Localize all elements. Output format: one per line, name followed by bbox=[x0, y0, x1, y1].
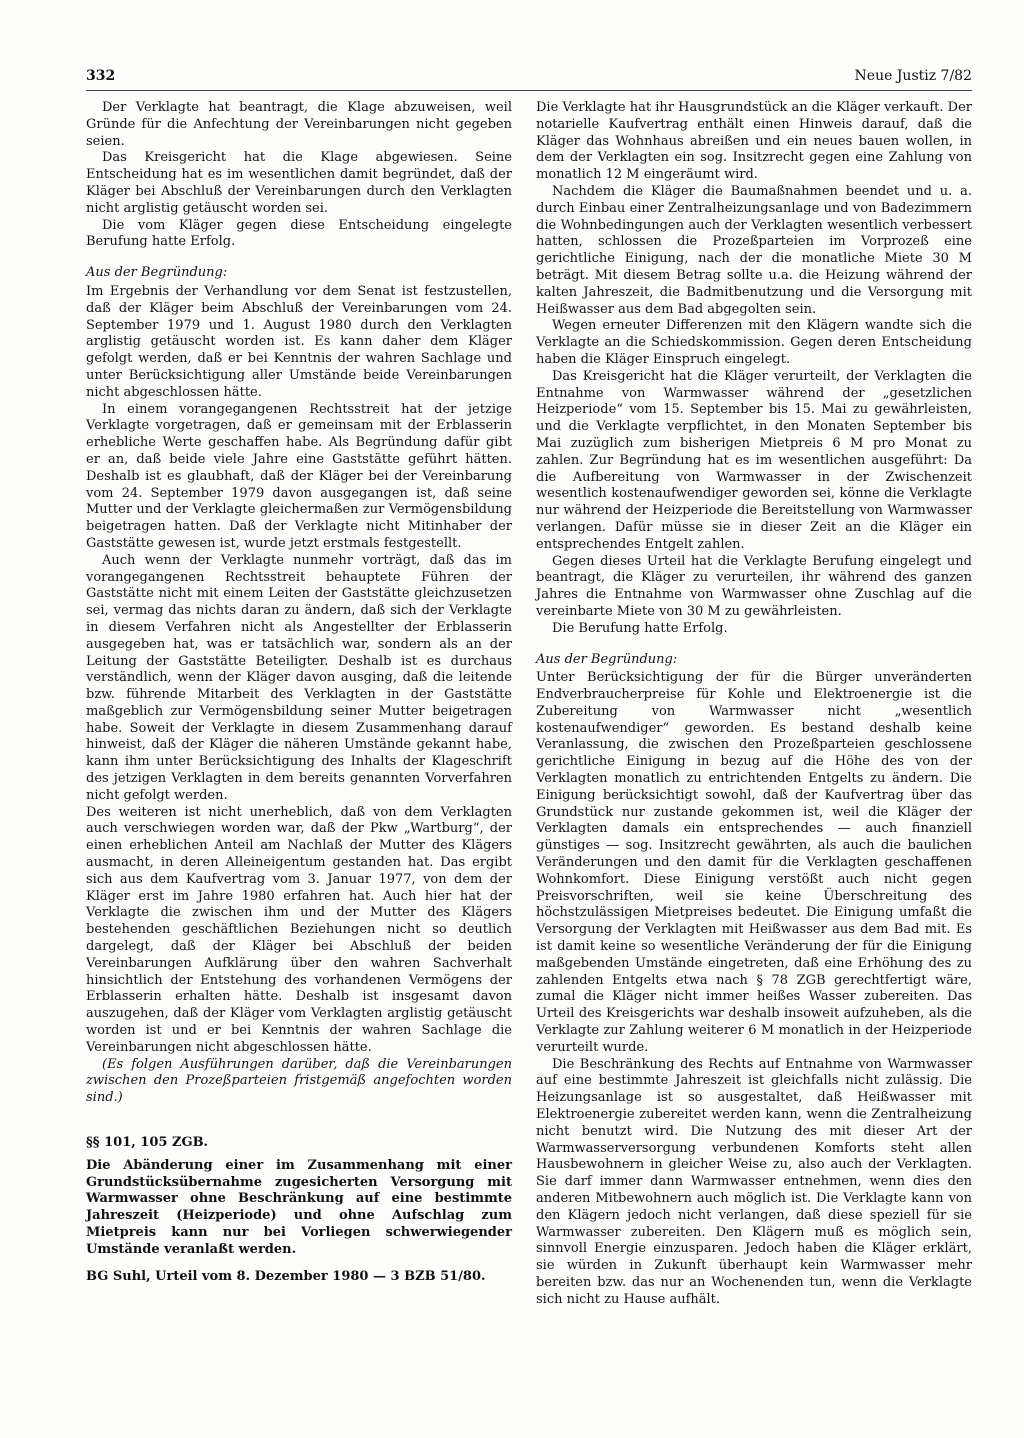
left-paragraph-8: (Es folgen Ausführungen darüber, daß die Vereinbarungen zwischen den Prozeßparteien fristgemäß angefochten worden sind.) bbox=[86, 1056, 512, 1106]
right-paragraph-8: Die Beschränkung des Rechts auf Entnahme von Warmwasser auf eine bestimmte Jahreszeit ist gleichfalls nicht zulässig. Die Heizungsanlage ist so ausgestaltet, daß Heißwasser mit Elektroenergie zubereitet werden kann, wenn die Zentralheizung nicht benutzt wird. Die Nutzung des mit dieser Art der Warmwasserversorgung verbundenen Komforts steht allen Hausbewohnern in gleicher Weise zu, also auch der Verklagten. Sie darf immer dann Warmwasser entnehmen, wenn dies den anderen Mitbewohnern auch möglich ist. Die Verklagte kann von den Klägern jedoch nicht verlangen, daß diese speziell für sie Warmwasser zubereiten. Den Klägern muß es möglich sein, sinnvoll Energie einzusparen. Jedoch haben die Kläger erklärt, sie würden in Zukunft überhaupt kein Warmwasser mehr bereiten bzw. das nur an Wochenenden tun, wenn die Verklagte sich nicht zu Hause aufhält. bbox=[536, 1056, 972, 1307]
journal-issue: Neue Justiz 7/82 bbox=[854, 68, 972, 84]
headnote: Die Abänderung einer im Zusammenhang mit einer Grundstücksübernahme zugesicherten Versorgung mit Warmwasser ohne Beschränkung auf eine bestimmte Jahreszeit (Heizperiode) und ohne Aufschlag zum Mietpreis kann nur bei Vorliegen schwerwiegender Umstände veranlaßt werden. bbox=[86, 1157, 512, 1257]
right-column bbox=[536, 100, 972, 1309]
right-paragraph-7: Unter Berücksichtigung der für die Bürger unveränderten Endverbraucherpreise für Kohle und Elektroenergie ist die Zubereitung von Warmwasser nicht „wesentlich kostenaufwendiger“ geworden. Es bestand deshalb keine Veranlassung, die zwischen den Prozeßparteien geschlossene gerichtliche Einigung in bezug auf die Höhe des von der Verklagten monatlich zu entrichtenden Entgelts zu ändern. Die Einigung berücksichtigt sowohl, daß der Kaufvertrag über das Grundstück nur zustande gekommen ist, weil die Kläger der Verklagten damals ein entsprechendes — auch finanziell günstiges — sog. Insitzrecht gewährten, als auch die baulichen Veränderungen und den damit für die Verklagten geschaffenen Wohnkomfort. Diese Einigung verstößt auch nicht gegen Preisvorschriften, weil sie keine Überschreitung des höchstzulässigen Mietpreises bedeutet. Die Einigung umfaßt die Versorgung der Verklagten mit Heißwasser aus dem Bad mit. Es ist damit keine so wesentliche Veränderung der für die Einigung maßgebenden Umstände eingetreten, daß eine Erhöhung des zu zahlenden Entgelts etwa nach § 78 ZGB gerechtfertigt wäre, zumal die Kläger nicht immer heißes Wasser zubereiten. Das Urteil des Kreisgerichts war deshalb insoweit aufzuheben, als die Verklagte zur Zahlung weiterer 6 M monatlich in der Heizperiode verurteilt wurde. bbox=[536, 670, 972, 1055]
left-paragraph-6: Auch wenn der Verklagte nunmehr vorträgt, daß das im vorangegangenen Rechtsstreit behauptete Führen der Gaststätte nicht mit einem Leiten der Gaststätte gleichzusetzen sei, vermag das nichts daran zu ändern, daß sich der Verklagte in diesem Verfahren nicht als Angestellter der Erblasserin ausgegeben hat, was er tatsächlich war, sondern als an der Leitung der Gaststätte Beteiligter. Deshalb ist es durchaus verständlich, wenn der Kläger davon ausging, daß die leitende bzw. führende Mitarbeit des Verklagten in der Gaststätte maßgeblich zur Vermögensbildung seiner Mutter beigetragen habe. Soweit der Verklagte in diesem Zusammenhang darauf hinweist, daß der Kläger die näheren Umstände gekannt habe, kann ihm unter Berücksichtigung des Inhalts der Klageschrift des jetzigen Verklagten in dem bereits genannten Vorverfahren nicht gefolgt werden. bbox=[86, 552, 512, 803]
page-header bbox=[86, 66, 972, 90]
right-section-heading: Aus der Begründung: bbox=[536, 651, 678, 667]
statute-reference: §§ 101, 105 ZGB. bbox=[86, 1135, 209, 1151]
left-paragraph-1: Der Verklagte hat beantragt, die Klage abzuweisen, weil Gründe für die Anfechtung der Vereinbarungen nicht gegeben seien. bbox=[86, 100, 512, 149]
left-section-heading: Aus der Begründung: bbox=[86, 265, 228, 281]
left-paragraph-2: Das Kreisgericht hat die Klage abgewiesen. Seine Entscheidung hat es im wesentlichen damit begründet, daß der Kläger bei Abschluß der Vereinbarungen durch den Verklagten nicht arglistig getäuscht worden sei. bbox=[86, 150, 512, 216]
right-paragraph-6: Die Berufung hatte Erfolg. bbox=[552, 620, 728, 636]
left-paragraph-7: Des weiteren ist nicht unerheblich, daß von dem Verklagten auch verschwiegen worden war, daß der Pkw „Wartburg“, der einen erheblichen Anteil am Nachlaß der Mutter des Klägers ausmacht, in deren Alleineigentum gestanden hat. Das ergibt sich aus dem Kaufvertrag vom 3. Januar 1977, von dem der Kläger erst im Jahre 1980 erfahren hat. Auch hier hat der Verklagte die zwischen ihm und der Mutter des Klägers bestehenden geschäftlichen Beziehungen nicht so deutlich dargelegt, daß der Kläger bei Abschluß der beiden Vereinbarungen Aufklärung über den wahren Sachverhalt hinsichtlich der Entstehung des vorhandenen Vermögens der Erblasserin erhalten hätte. Deshalb ist insgesamt davon auszugehen, daß der Kläger vom Verklagten arglistig getäuscht worden ist und er bei Kenntnis der wahren Sachlage die Vereinbarungen nicht abgeschlossen hätte. bbox=[86, 804, 512, 1055]
left-paragraph-3: Die vom Kläger gegen diese Entscheidung eingelegte Berufung hatte Erfolg. bbox=[86, 217, 512, 250]
court-citation: BG Suhl, Urteil vom 8. Dezember 1980 — 3 BZB 51/80. bbox=[86, 1268, 486, 1284]
right-paragraph-1: Die Verklagte hat ihr Hausgrundstück an die Kläger verkauft. Der notarielle Kaufvertrag enthält einen Hinweis darauf, daß die Kläger das Wohnhaus abreißen und ein neues bauen wollen, in dem der Verklagten ein sog. Insitzrecht gegen eine Zahlung von monatlich 12 M eingeräumt wird. bbox=[536, 100, 972, 183]
right-paragraph-3: Wegen erneuter Differenzen mit den Klägern wandte sich die Verklagte an die Schiedskommission. Gegen deren Entscheidung haben die Kläger Einspruch eingelegt. bbox=[536, 318, 972, 367]
left-column bbox=[86, 100, 512, 1285]
header-rule bbox=[86, 90, 972, 91]
right-paragraph-4: Das Kreisgericht hat die Kläger verurteilt, der Verklagten die Entnahme von Warmwasser während der „gesetzlichen Heizperiode“ vom 15. September bis 15. Mai zu gewährleisten, und die Verklagte verpflichtet, in den Monaten September bis Mai zuzüglich zum bisherigen Mietpreis 6 M pro Monat zu zahlen. Zur Begründung hat es im wesentlichen ausgeführt: Da die Aufbereitung von Warmwasser in der Zwischenzeit wesentlich kostenaufwendiger geworden sei, könne die Verklagte nur während der Heizperiode die Bereitstellung von Warmwasser verlangen. Dafür müsse sie in dieser Zeit an die Kläger ein entsprechendes Entgelt zahlen. bbox=[536, 368, 972, 552]
right-paragraph-5: Gegen dieses Urteil hat die Verklagte Berufung eingelegt und beantragt, die Kläger zu verurteilen, ihr während des ganzen Jahres die Entnahme von Warmwasser ohne Zuschlag auf die vereinbarte Miete von 30 M zu gewährleisten. bbox=[536, 553, 972, 619]
page-number: 332 bbox=[86, 68, 116, 84]
section-gap bbox=[86, 1107, 512, 1135]
right-paragraph-2: Nachdem die Kläger die Baumaßnahmen beendet und u. a. durch Einbau einer Zentralheizungsanlage und von Badezimmern die Wohnbedingungen auch der Verklagten wesentlich verbessert hatten, schlossen die Prozeßparteien im Vorprozeß eine gerichtliche Einigung, nach der die monatliche Miete 30 M beträgt. Mit diesem Betrag sollte u.a. die Heizung während der kalten Jahreszeit, die Badmitbenutzung und die Versorgung mit Heißwasser aus dem Bad abgegolten sein. bbox=[536, 183, 972, 317]
left-paragraph-4: Im Ergebnis der Verhandlung vor dem Senat ist festzustellen, daß der Kläger beim Abschluß der Vereinbarungen vom 24. September 1979 und 1. August 1980 durch den Verklagten arglistig getäuscht worden ist. Es kann daher dem Kläger gefolgt werden, daß er bei Kenntnis der wahren Sachlage und unter Berücksichtigung aller Umstände beide Vereinbarungen nicht abgeschlossen hätte. bbox=[86, 283, 512, 400]
left-paragraph-5: In einem vorangegangenen Rechtsstreit hat der jetzige Verklagte vorgetragen, daß er gemeinsam mit der Erblasserin erhebliche Werte geschaffen habe. Als Begründung dafür gibt er an, daß beide viele Jahre eine Gaststätte geführt hätten. Deshalb ist es glaubhaft, daß der Kläger bei der Vereinbarung vom 24. September 1979 davon ausgegangen ist, daß seine Mutter und der Verklagte gleichermaßen zur Vermögensbildung beigetragen hatten. Daß der Verklagte nicht Mitinhaber der Gaststätte gewesen ist, wurde jetzt erstmals festgestellt. bbox=[86, 401, 512, 551]
